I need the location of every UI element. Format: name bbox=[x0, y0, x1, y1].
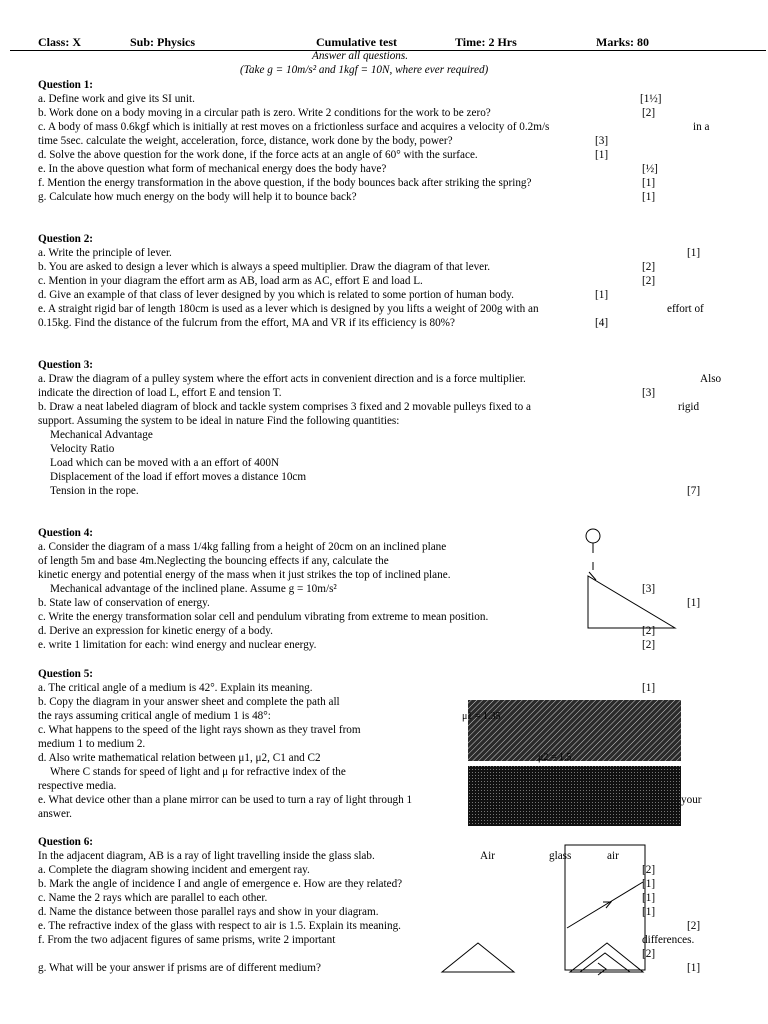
prism-right bbox=[570, 943, 643, 972]
q5-a: a. The critical angle of a medium is 42°. Explain its meaning. bbox=[38, 682, 313, 694]
q4-d-marks: [2] bbox=[642, 625, 656, 637]
q3-b-marks: [7] bbox=[687, 485, 701, 497]
q4-d: d. Derive an expression for kinetic energy of a body. bbox=[38, 625, 273, 637]
q2-title: Question 2: bbox=[38, 233, 94, 245]
q6-b-marks: [1] bbox=[642, 878, 656, 890]
q3-a-marks: [3] bbox=[642, 387, 656, 399]
q5-a-marks: [1] bbox=[642, 682, 656, 694]
q2-e-line1: e. A straight rigid bar of length 180cm is used as a lever which is designed by you lifts a weight of 200g with an bbox=[38, 303, 539, 315]
q5-d-line2: Where C stands for speed of light and μ for refractive index of the bbox=[50, 766, 346, 778]
q2-d: d. Give an example of that class of lever designed by you which is related to some portion of human body. bbox=[38, 289, 514, 301]
q1-b-marks: [2] bbox=[642, 107, 656, 119]
q1-c-line1: c. A body of mass 0.6kgf which is initially at rest moves on a frictionless surface and acquires a velocity of 0.2m/s bbox=[38, 121, 550, 133]
q6-c-marks: [1] bbox=[642, 892, 656, 904]
q3-sub-displacement: Displacement of the load if effort moves a distance 10cm bbox=[50, 471, 307, 483]
header-subject: Sub: Physics bbox=[130, 35, 196, 49]
prism-ray-arrow bbox=[598, 963, 606, 975]
q6-title: Question 6: bbox=[38, 836, 94, 848]
q1-f-marks: [1] bbox=[642, 177, 656, 189]
q4-a-line1: a. Consider the diagram of a mass 1/4kg falling from a height of 20cm on an inclined plane bbox=[38, 541, 447, 553]
instructions-line2: (Take g = 10m/s² and 1kgf = 10N, where ever required) bbox=[240, 64, 489, 76]
q6-a-marks: [2] bbox=[642, 864, 656, 876]
header-class: Class: X bbox=[38, 35, 82, 49]
q1-e-marks: [½] bbox=[642, 163, 658, 175]
q6-d-marks: [1] bbox=[642, 906, 656, 918]
q1-e: e. In the above question what form of mechanical energy does the body have? bbox=[38, 163, 387, 175]
q6-a: a. Complete the diagram showing incident and emergent ray. bbox=[38, 864, 310, 876]
q2-b-marks: [2] bbox=[642, 261, 656, 273]
q4-a-line4: Mechanical advantage of the inclined plane. Assume g = 10m/s² bbox=[50, 583, 337, 595]
q6-label-air-right: air bbox=[607, 850, 619, 862]
q5-c-line1: c. What happens to the speed of the light rays shown as they travel from bbox=[38, 724, 361, 736]
q2-a: a. Write the principle of lever. bbox=[38, 247, 172, 259]
q1-f: f. Mention the energy transformation in the above question, if the body bounces back after striking the spring? bbox=[38, 177, 532, 189]
q6-f-marks: [2] bbox=[642, 948, 656, 960]
q6-e-marks: [2] bbox=[687, 920, 701, 932]
q1-c-line2: time 5sec. calculate the weight, acceleration, force, distance, work done by the body, power? bbox=[38, 135, 453, 147]
q6-g: g. What will be your answer if prisms are of different medium? bbox=[38, 962, 321, 974]
q3-a-line2: indicate the direction of load L, effort E and tension T. bbox=[38, 387, 282, 399]
q6-e: e. The refractive index of the glass with respect to air is 1.5. Explain its meaning. bbox=[38, 920, 401, 932]
q1-title: Question 1: bbox=[38, 79, 94, 91]
q5-title: Question 5: bbox=[38, 668, 94, 680]
ray-ab bbox=[567, 882, 643, 928]
q3-a-line1: a. Draw the diagram of a pulley system where the effort acts in convenient direction and is a force multiplier. bbox=[38, 373, 526, 385]
glass-slab bbox=[565, 845, 645, 970]
q1-a-marks: [1½] bbox=[640, 93, 662, 105]
q6-d: d. Name the distance between those parallel rays and show in your diagram. bbox=[38, 906, 379, 918]
q4-title: Question 4: bbox=[38, 527, 94, 539]
q4-e-marks: [2] bbox=[642, 639, 656, 651]
q1-a: a. Define work and give its SI unit. bbox=[38, 93, 195, 105]
q1-d: d. Solve the above question for the work done, if the force acts at an angle of 60° with the surface. bbox=[38, 149, 478, 161]
q3-b-line1: b. Draw a neat labeled diagram of block and tackle system comprises 3 fixed and 2 movable pulleys fixed to a bbox=[38, 401, 532, 413]
q6-label-air-left: Air bbox=[480, 850, 495, 862]
q4-b-marks: [1] bbox=[687, 597, 701, 609]
q2-d-marks: [1] bbox=[595, 289, 609, 301]
q1-g-marks: [1] bbox=[642, 191, 656, 203]
medium-2-label: μ2 = 1.5 bbox=[538, 752, 572, 763]
q2-e-marks: [4] bbox=[595, 317, 609, 329]
q1-d-marks: [1] bbox=[595, 149, 609, 161]
q5-e-line1-tail: your bbox=[681, 794, 702, 806]
q6-f: f. From the two adjacent figures of same prisms, write 2 important bbox=[38, 934, 336, 946]
q4-c: c. Write the energy transformation solar cell and pendulum vibrating from extreme to mean position. bbox=[38, 611, 489, 623]
q1-g: g. Calculate how much energy on the body will help it to bounce back? bbox=[38, 191, 357, 203]
q6-intro: In the adjacent diagram, AB is a ray of light travelling inside the glass slab. bbox=[38, 850, 375, 862]
header-time: Time: 2 Hrs bbox=[455, 35, 517, 49]
instructions-line1: Answer all questions. bbox=[312, 50, 409, 62]
q4-a-marks: [3] bbox=[642, 583, 656, 595]
q5-e-line1: e. What device other than a plane mirror can be used to turn a ray of light through 1 bbox=[38, 794, 413, 806]
q2-e-line2: 0.15kg. Find the distance of the fulcrum from the effort, MA and VR if its efficiency is 80%? bbox=[38, 317, 455, 329]
q2-a-marks: [1] bbox=[687, 247, 701, 259]
q3-b-line1-tail: rigid bbox=[678, 401, 700, 413]
q4-a-line3: kinetic energy and potential energy of the mass when it just strikes the top of inclined plane. bbox=[38, 569, 451, 581]
q3-a-line1-tail: Also bbox=[700, 373, 722, 385]
q1-b: b. Work done on a body moving in a circular path is zero. Write 2 conditions for the work to be zero? bbox=[38, 107, 491, 119]
q2-b: b. You are asked to design a lever which is always a speed multiplier. Draw the diagram of that lever. bbox=[38, 261, 491, 273]
q1-c-marks: [3] bbox=[595, 135, 609, 147]
medium-1-label: μ1 = 1.35 bbox=[462, 711, 501, 722]
q6-b: b. Mark the angle of incidence I and angle of emergence e. How are they related? bbox=[38, 878, 403, 890]
q2-c-marks: [2] bbox=[642, 275, 656, 287]
q5-d-line3: respective media. bbox=[38, 780, 117, 792]
q4-b: b. State law of conservation of energy. bbox=[38, 597, 210, 609]
q5-d-line1: d. Also write mathematical relation between μ1, μ2, C1 and C2 bbox=[38, 752, 321, 764]
q5-b-line1: b. Copy the diagram in your answer sheet and complete the path all bbox=[38, 696, 340, 708]
q4-a-line2: of length 5m and base 4m.Neglecting the bouncing effects if any, calculate the bbox=[38, 555, 389, 567]
q5-c-line2: medium 1 to medium 2. bbox=[38, 738, 146, 750]
q1-c-line1-tail: in a bbox=[693, 121, 710, 133]
q6-label-glass: glass bbox=[549, 850, 572, 862]
q5-b-line2: the rays assuming critical angle of medium 1 is 48°: bbox=[38, 710, 271, 722]
q4-e: e. write 1 limitation for each: wind energy and nuclear energy. bbox=[38, 639, 317, 651]
q3-sub-tension: Tension in the rope. bbox=[50, 485, 139, 497]
q3-sub-load: Load which can be moved with a an effort of 400N bbox=[50, 457, 280, 469]
q2-c: c. Mention in your diagram the effort arm as AB, load arm as AC, effort E and load L. bbox=[38, 275, 423, 287]
prism-left bbox=[442, 943, 514, 972]
q3-b-line2: support. Assuming the system to be ideal in nature Find the following quantities: bbox=[38, 415, 400, 427]
q6-f-tail: differences. bbox=[642, 934, 695, 946]
q3-title: Question 3: bbox=[38, 359, 94, 371]
q3-sub-vr: Velocity Ratio bbox=[50, 443, 115, 455]
q6-c: c. Name the 2 rays which are parallel to each other. bbox=[38, 892, 268, 904]
q6-g-marks: [1] bbox=[687, 962, 701, 974]
header-test-type: Cumulative test bbox=[316, 35, 397, 49]
q3-sub-ma: Mechanical Advantage bbox=[50, 429, 153, 441]
q2-e-line1-tail: effort of bbox=[667, 303, 704, 315]
header-marks: Marks: 80 bbox=[596, 35, 649, 49]
q5-e-line2: answer. bbox=[38, 808, 72, 820]
